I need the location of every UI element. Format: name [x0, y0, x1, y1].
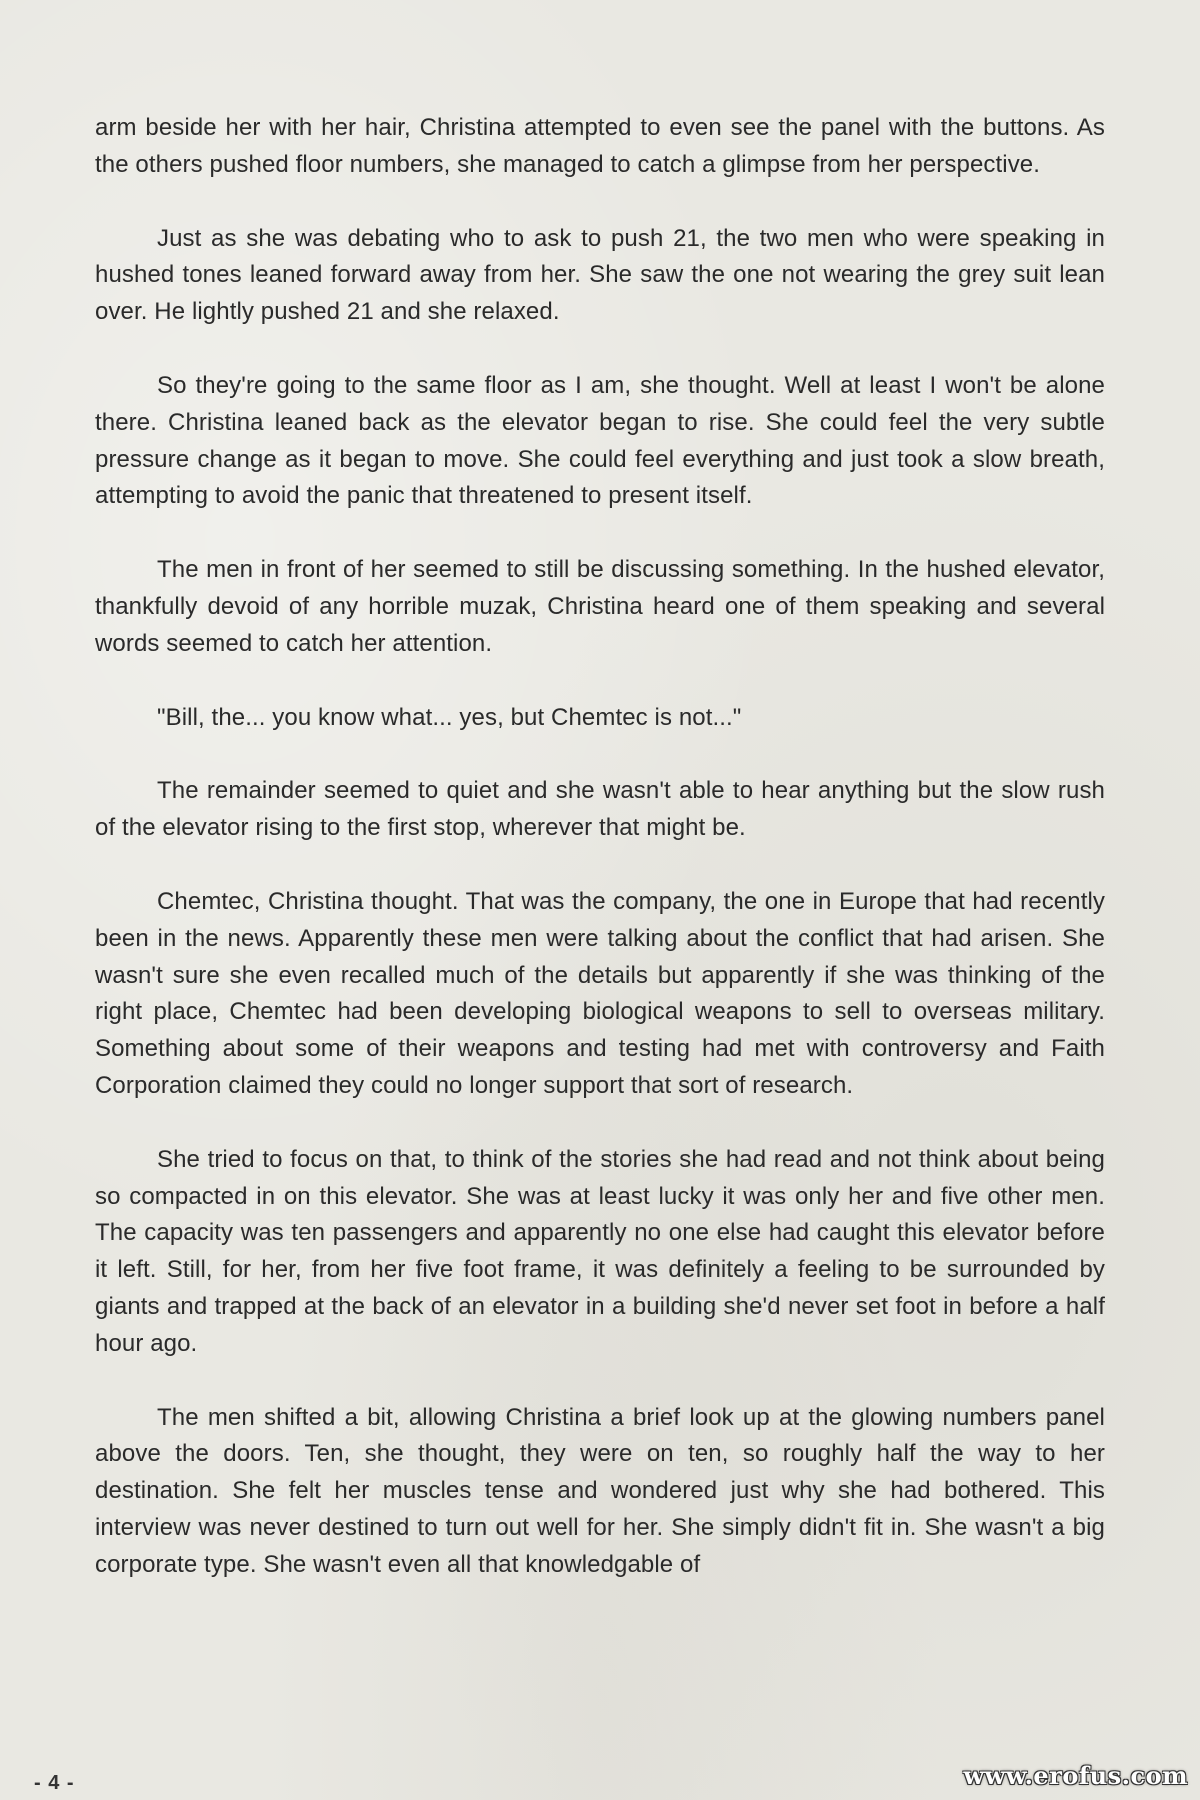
paragraph-8: She tried to focus on that, to think of the stories she had read and not think about being so compacted in on this elevator. She was at least lucky it was only her and five other men. The capacity was ten passengers and apparently no one else had caught this elevator before it left. Still, for her, from her five foot frame, it was definitely a feeling to be surrounded by giants and trapped at the back of an elevator in a building she'd never set foot in before a half hour ago. [95, 1145, 1105, 1357]
paragraph-6: The remainder seemed to quiet and she wasn't able to hear anything but the slow rush of the elevator rising to the first stop, wherever that might be. [95, 777, 1105, 842]
paragraph-4: The men in front of her seemed to still be discussing something. In the hushed elevator, thankfully devoid of any horrible muzak, Christina heard one of them speaking and several words seemed to catch her attention. [95, 556, 1105, 657]
paragraph-5-dialogue: "Bill, the... you know what... yes, but Chemtec is not..." [157, 703, 742, 731]
paragraph-1: arm beside her with her hair, Christina attempted to even see the panel with the buttons. As the others pushed floor numbers, she managed to catch a glimpse from her perspective. [95, 114, 1105, 178]
paragraph-2: Just as she was debating who to ask to push 21, the two men who were speaking in hushed tones leaned forward away from her. She saw the one not wearing the grey suit lean over. He lightly pushed 21 and she relaxed. [95, 224, 1105, 326]
page-number: - 4 - [34, 1772, 75, 1794]
paragraph-7: Chemtec, Christina thought. That was the company, the one in Europe that had recently been in the news. Apparently these men were talking about the conflict that had arisen. She wasn't sure she even recalled much of the details but apparently if she was thinking of the right place, Chemtec had been developing biological weapons to sell to overseas military. Something about some of their weapons and testing had met with controversy and Faith Corporation claimed they could no longer support that sort of research. [95, 887, 1105, 1099]
paragraph-9: The men shifted a bit, allowing Christina a brief look up at the glowing numbers panel above the doors. Ten, she thought, they were on ten, so roughly half the way to her destination. She felt her muscles tense and wondered just why she had bothered. This interview was never destined to turn out well for her. She simply didn't fit in. She wasn't a big corporate type. She wasn't even all that knowledgable of [95, 1403, 1105, 1578]
paragraph-3: So they're going to the same floor as I am, she thought. Well at least I won't be alone there. Christina leaned back as the elevator began to rise. She could feel the very subtle pressure change as it began to move. She could feel everything and just took a slow breath, attempting to avoid the panic that threatened to present itself. [95, 371, 1105, 510]
site-watermark: www.erofus.com [963, 1761, 1188, 1790]
page-body-text [95, 110, 1105, 1584]
